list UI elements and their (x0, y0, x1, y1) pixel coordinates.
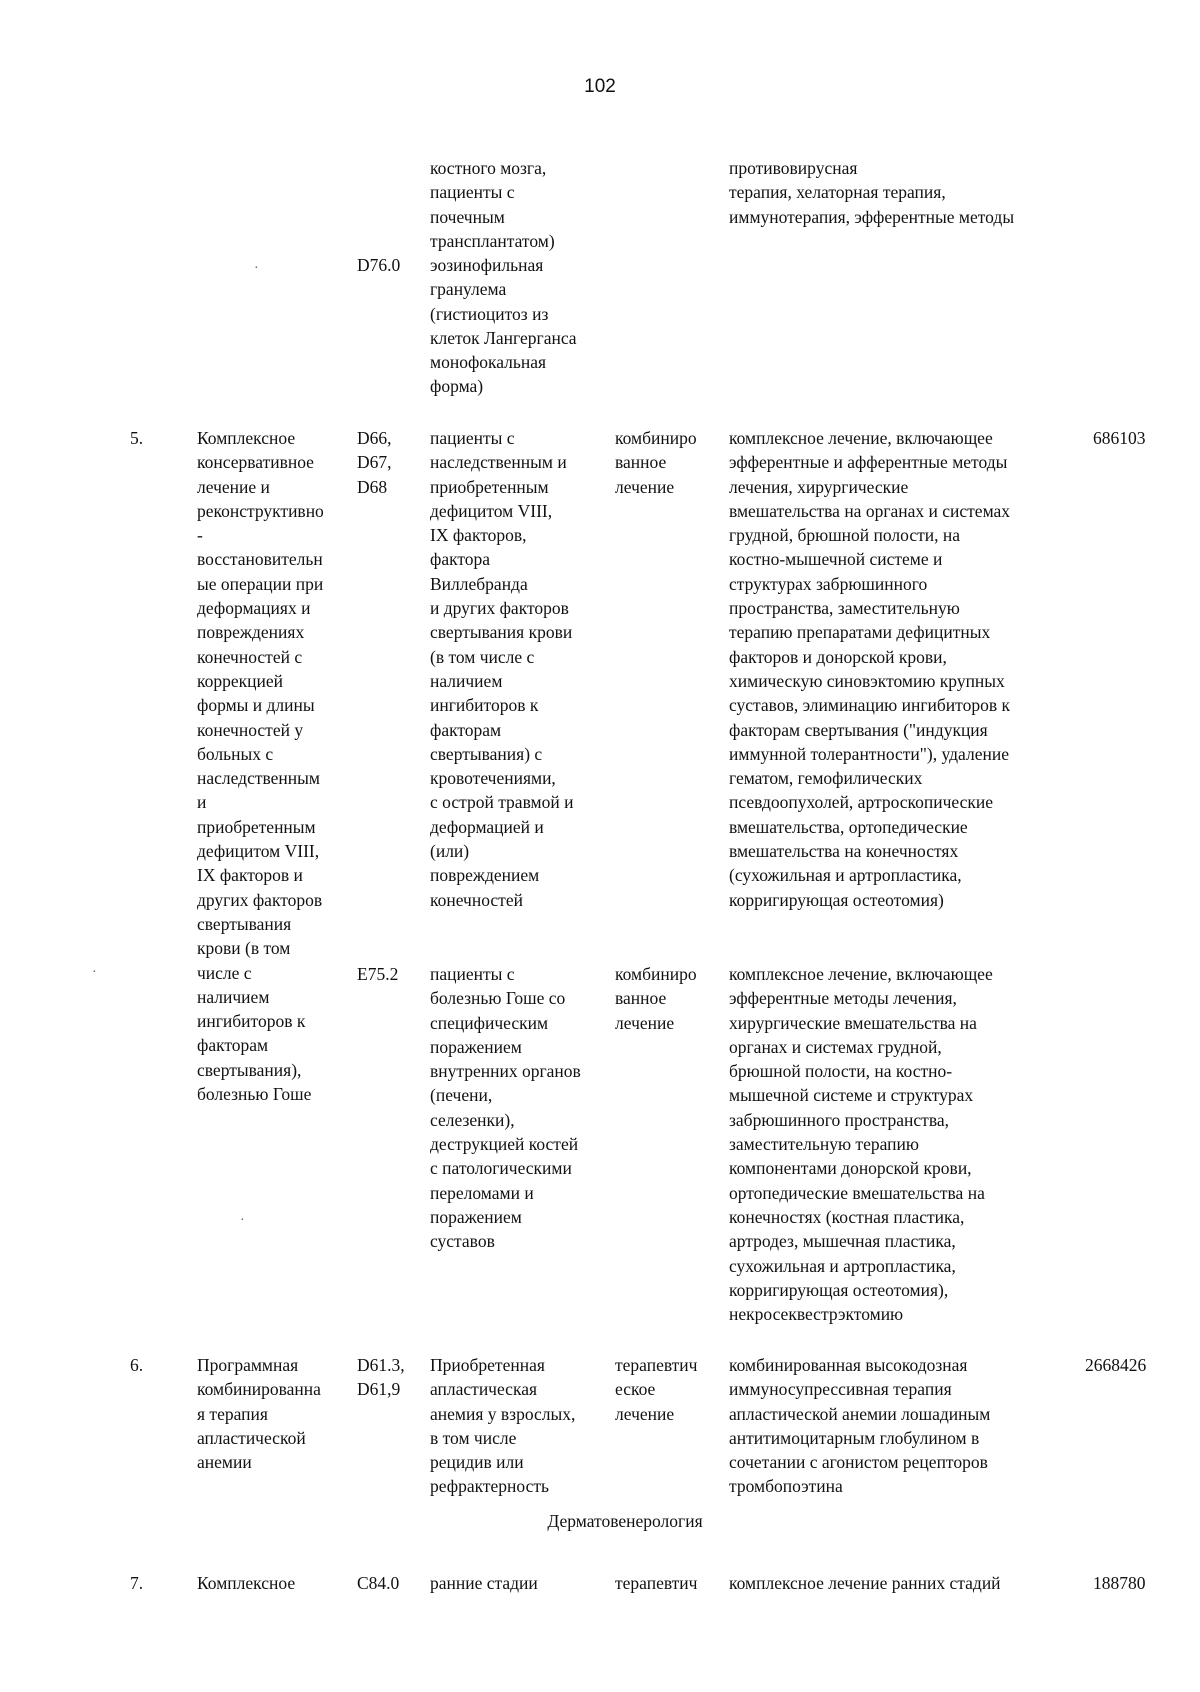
row-5-code-2: E75.2 (357, 964, 399, 984)
row-6-cost: 2668426 (1085, 1355, 1147, 1375)
row-6-code: D61.3, D61,9 (357, 1355, 405, 1400)
row-5-method-2: комплексное лечение, включающее эфферентные методы лечения, хирургические вмешательства на органах и системах грудной, брюшной полости, на костно- мышечной системе и структурах забрюшинного пространства, заместительную терапию компонентами донорской крови, ортопедические вмешательства на конечностях (костная пластика, артродез, мышечная пластика, сухожильная и артропластика, корригирующая остеотомия), некросеквестрэктомию (729, 964, 993, 1325)
row-7-cost: 188780 (1093, 1573, 1146, 1593)
continuation-code: D76.0 (357, 255, 401, 275)
page-number: 102 (584, 76, 616, 97)
continuation-diagnosis-2: эозинофильная гранулема (гистиоцитоз из клеток Лангерганса монофокальная форма) (430, 255, 577, 397)
row-5-type-2: комбиниро ванное лечение (615, 964, 697, 1033)
row-7-number: 7. (130, 1573, 144, 1593)
row-5-number: 5. (130, 428, 144, 448)
row-5-method-1: комплексное лечение, включающее эфферентные и афферентные методы лечения, хирургические вмешательства на органах и системах грудной, брюшной полости, на костно-мышечной системе и структурах забрюшинного пространства, заместительную терапию препаратами дефицитных факторов и донорской крови, химическую синовэктомию крупных суставов, элиминацию ингибиторов к факторам свертывания ("индукция иммунной толерантности"), удаление гематом, гемофилических псевдоопухолей, артроскопические вмешательства, ортопедические вмешательства на конечностях (сухожильная и артропластика, корригирующая остеотомия) (729, 428, 1011, 910)
continuation-diagnosis: костного мозга, пациенты с почечным трансплантатом) (430, 158, 555, 251)
row-5-code-1: D66, D67, D68 (357, 428, 392, 497)
scan-speck: · (254, 261, 259, 276)
scan-speck: · (92, 965, 97, 980)
row-6-name: Программная комбинированна я терапия апластической анемии (197, 1355, 321, 1473)
row-6-method: комбинированная высокодозная иммуносупрессивная терапия апластической анемии лошадиным антитимоцитарным глобулином в сочетании с агонистом рецепторов тромбопоэтина (729, 1355, 991, 1497)
row-5-type-1: комбиниро ванное лечение (615, 428, 697, 497)
scan-speck: · (240, 1213, 245, 1228)
row-7-type: терапевтич (615, 1573, 698, 1593)
row-5-diagnosis-2: пациенты с болезнью Гоше со специфическим поражением внутренних органов (печени, селезенки), деструкцией костей с патологическими переломами и поражением суставов (430, 964, 581, 1252)
continuation-method: противовирусная терапия, хелаторная терапия, иммунотерапия, эфферентные методы (729, 158, 1015, 227)
row-7-code: C84.0 (357, 1573, 400, 1593)
row-5-name: Комплексное консервативное лечение и реконструктивно - восстановительн ые операции при деформациях и повреждениях конечностей с коррекцией формы и длины конечностей у больных с наследственным и приобретенным дефицитом VIII, IX факторов и других факторов свертывания крови (в том числе с наличием ингибиторов к факторам свертывания), болезнью Гоше (197, 428, 324, 1105)
row-5-diagnosis-1: пациенты с наследственным и приобретенным дефицитом VIII, IX факторов, фактора Виллебранда и других факторов свертывания крови (в том числе с наличием ингибиторов к факторам свертывания) с кровотечениями, с острой травмой и деформацией и (или) повреждением конечностей (430, 428, 574, 910)
row-7-name: Комплексное (197, 1573, 296, 1593)
row-7-method: комплексное лечение ранних стадий (729, 1573, 1001, 1593)
row-5-cost: 686103 (1093, 428, 1146, 448)
section-title: Дерматовенерология (547, 1511, 703, 1531)
row-6-number: 6. (130, 1355, 144, 1375)
row-6-diagnosis: Приобретенная апластическая анемия у взрослых, в том числе рецидив или рефрактерность (430, 1355, 576, 1497)
row-7-diagnosis: ранние стадии (430, 1573, 538, 1593)
row-6-type: терапевтич еское лечение (615, 1355, 698, 1424)
